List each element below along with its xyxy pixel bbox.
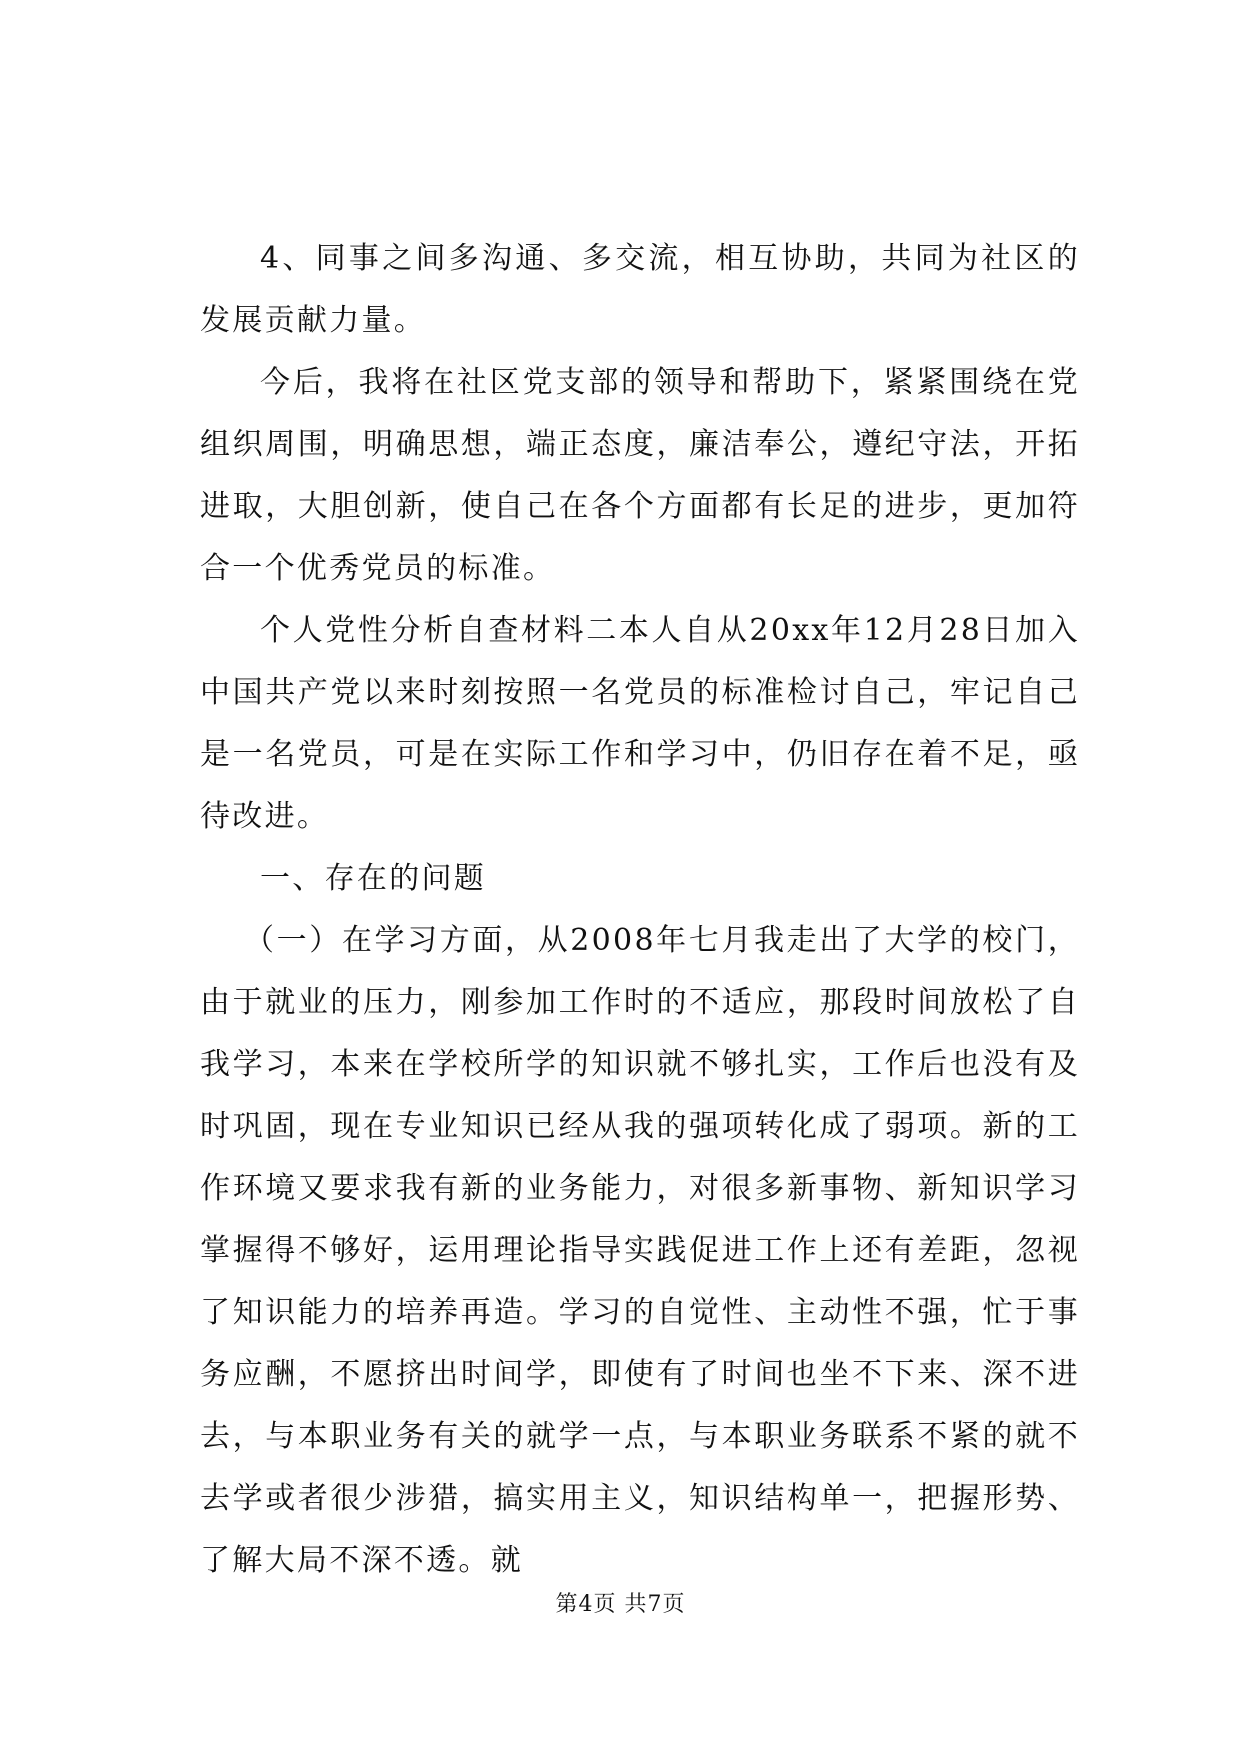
paragraph-self-analysis-intro: 个人党性分析自查材料二本人自从20xx年12月28日加入中国共产党以来时刻按照一名党员的标准检讨自己，牢记自己是一名党员，可是在实际工作和学习中，仍旧存在着不足，亟待改进。 (200, 613, 1080, 834)
paragraph-study-issues: （一）在学习方面，从2008年七月我走出了大学的校门，由于就业的压力，刚参加工作时的不适应，那段时间放松了自我学习，本来在学校所学的知识就不够扎实，工作后也没有及时巩固，现在专业知识已经从我的强项转化成了弱项。新的工作环境又要求我有新的业务能力，对很多新事物、新知识学习掌握得不够好，运用理论指导实践促进工作上还有差距，忽视了知识能力的培养再造。学习的自觉性、主动性不强，忙于事务应酬，不愿挤出时间学，即使有了时间也坐不下来、深不进去，与本职业务有关的就学一点，与本职业务联系不紧的就不去学或者很少涉猎，搞实用主义，知识结构单一，把握形势、了解大局不深不透。就 (200, 923, 1080, 1578)
paragraph-future-commitment: 今后，我将在社区党支部的领导和帮助下，紧紧围绕在党组织周围，明确思想，端正态度，廉洁奉公，遵纪守法，开拓进取，大胆创新，使自己在各个方面都有长足的进步，更加符合一个优秀党员的标准。 (200, 365, 1080, 586)
paragraph-colleague-communication: 4、同事之间多沟通、多交流，相互协助，共同为社区的发展贡献力量。 (200, 241, 1080, 338)
section-heading-problems: 一、存在的问题 (260, 861, 487, 896)
document-body (200, 228, 1080, 1592)
page-number-footer: 第4页 共7页 (555, 1592, 686, 1617)
